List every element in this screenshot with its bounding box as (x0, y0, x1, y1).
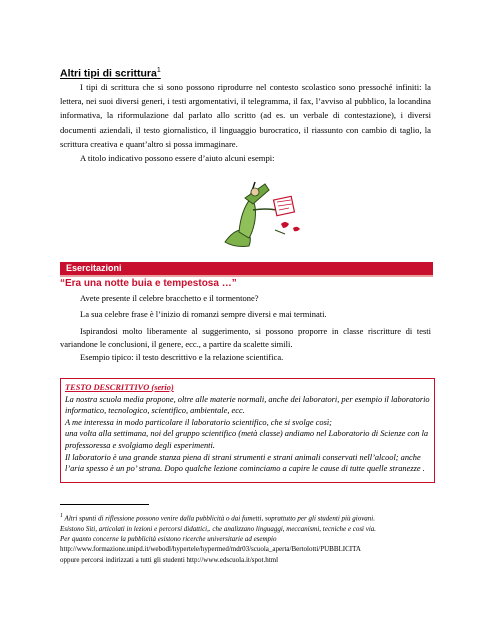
footnote-last-line: oppure percorsi indirizzati a tutti gli studenti http://www.edscuola.it/spot.html (60, 555, 279, 564)
exercise-line: La sua celebre frase è l’inizio di romanzi sempre diversi e mai terminati. (80, 309, 327, 319)
writer-illustration (205, 180, 305, 250)
box-line: La nostra scuola media propone, oltre alle materie normali, anche dei laboratori, per esempio il laboratorio informatico, tecnologico, scientifico, ambientale, ecc. (65, 394, 430, 416)
footnote: $^1$ Altri spunti di riflessione possono venire dalla pubblicità o dai fumetti, soprattutto per gli studenti più giovani. Esistono Siti, articolati in lezioni e percorsi didattici,. che analizzano linguaggi, meccanismi, tecniche e così via. Per quanto concerne la pubblicità esistono ricerche universitarie ad esempio http://www.formazione.unipd.it/webodl/hypertele/hypermed/mdr03/scuola_aperta/Bertolotti/PUBBLICITA oppure percorsi indirizzati a tutti gli studenti http://www.edscuola.it/spot.html (60, 511, 435, 565)
box-title: TESTO DESCRITTIVO (serio) (65, 383, 174, 392)
section-heading: Altri tipi di scrittura$^1$ (60, 67, 161, 80)
intro-paragraph: I tipi di scrittura che si sono possono riprodurre nel contesto scolastico sono pressoché infiniti: la lettera, nei suoi diversi generi, i testi argomentativi, il telegramma, il fax, l’avviso al pubblico, la locandina informativa, la riformulazione dal parlato allo scritto (ad es. un verbale di contestazione), i diversi documenti aziendali, il testo giornalistico, il linguaggio burocratico, il riassunto con cambio di taglio, la scrittura creativa e quant’altro si possa immaginare. (60, 82, 431, 149)
example-line: Esempio tipico: il testo descrittivo e la relazione scientifica. (80, 352, 284, 362)
footnote-number: 1 (60, 513, 63, 519)
box-line: Il laboratorio è una grande stanza piena di strani strumenti e strani animali conservati nell’alcool; anche l’aria spesso è un po’ strana. Dopo qualche lezione cominciamo a capire le cause di tutte quelle stranezze . (65, 452, 425, 474)
inspire-paragraph: Ispirandosi molto liberamente al suggerimento, si possono proporre in classe riscritture di testi variandone le conclusioni, il genere, ecc., a partire da scalette simili. (60, 326, 431, 349)
footnote-url[interactable]: http://www.formazione.unipd.it/webodl/hypertele/hypermed/mdr03/scuola_aperta/Bertolotti/PUBBLICITA (60, 545, 361, 554)
box-line: A me interessa in modo particolare il laboratorio scientifico, che si svolge così; (65, 417, 332, 427)
descriptive-text-box (60, 378, 435, 483)
box-line: una volta alla settimana, noi del gruppo scientifico (metà classe) andiamo nel Laboratorio di Scienze con la professoressa e svolgiamo degli esperimenti. (65, 429, 429, 450)
examples-intro: A titolo indicativo possono essere d’aiuto alcuni esempi: (80, 153, 275, 163)
exercise-line: Avete presente il celebre bracchetto e il tormentone? (80, 293, 259, 303)
footnote-ref: 1 (156, 67, 161, 74)
footnote-divider (60, 504, 149, 505)
section-bar-esercitazioni: Esercitazioni (60, 262, 433, 277)
exercise-title: “Era una notte buia e tempestosa …” (60, 278, 237, 289)
